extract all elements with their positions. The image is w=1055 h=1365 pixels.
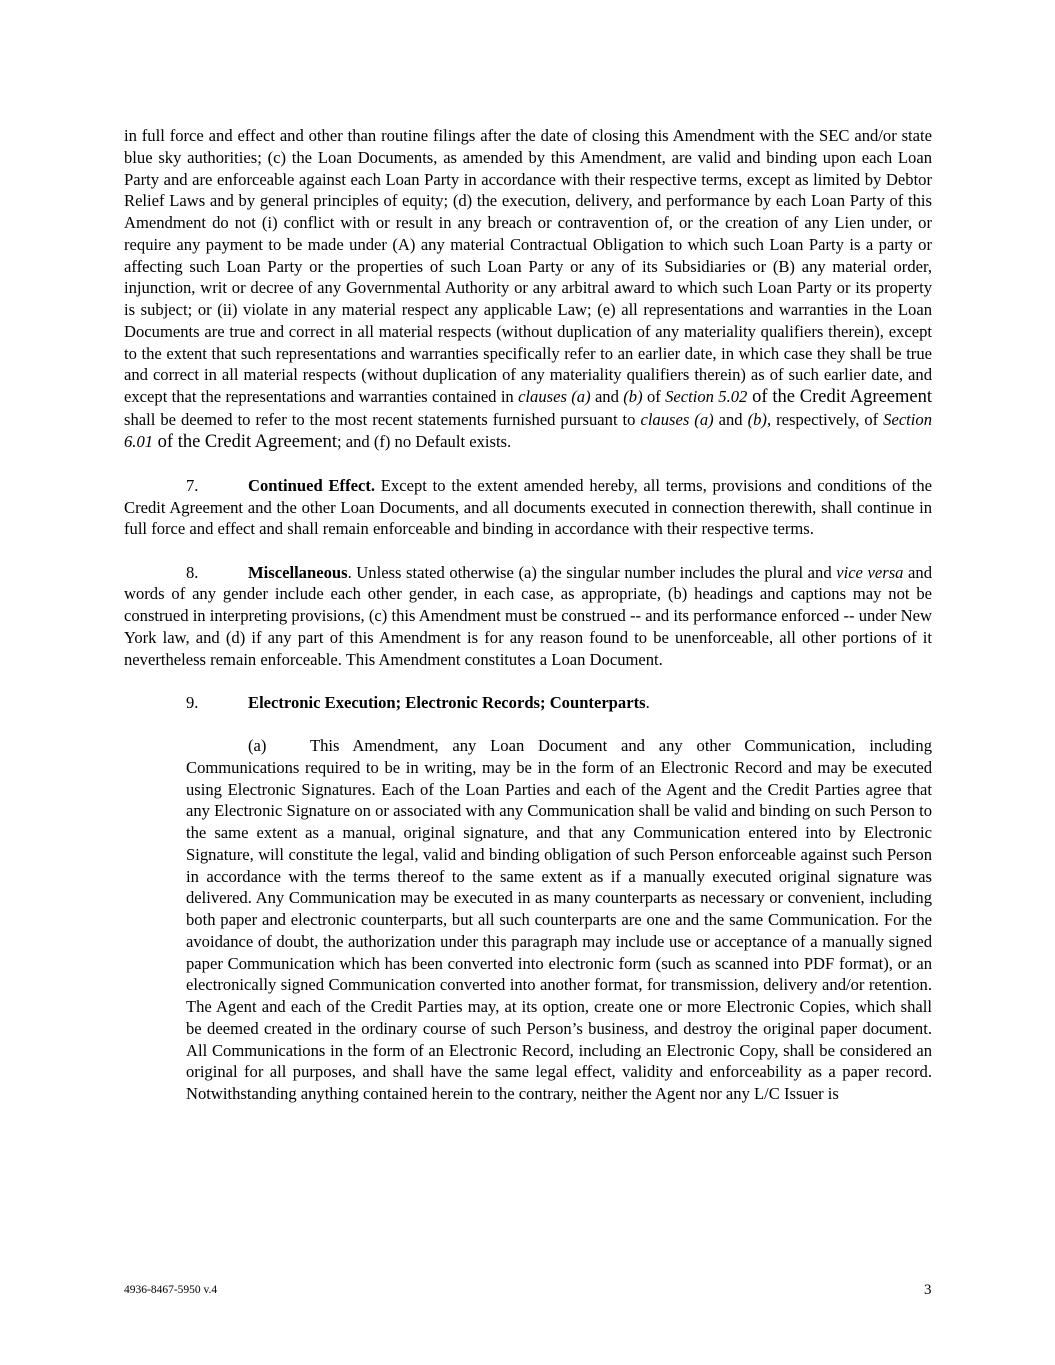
text-run-italic: (b)	[623, 387, 643, 406]
text-run: of	[642, 387, 666, 406]
text-run-italic: clauses (a)	[518, 387, 591, 406]
subsection-label: (a)	[248, 736, 267, 755]
text-run-italic: Section 5.02	[665, 387, 748, 406]
section-heading: Miscellaneous	[248, 562, 348, 582]
text-run: , respectively, of	[766, 409, 884, 429]
section-body: Except to the extent amended hereby, all terms, provisions and conditions of the Credit Agreement and the other Loan Documents, and all documents executed in connection therewith, shall continue in full force and effect and shall remain enforceable and binding in accordance with their respective terms.	[124, 475, 932, 539]
text-run: .	[645, 692, 650, 712]
section-9	[124, 692, 932, 714]
section-number: 7.	[186, 475, 199, 495]
section-8	[124, 562, 932, 671]
section-9a-block	[186, 735, 932, 1105]
document-id: 4936-8467-5950 v.4	[124, 1284, 218, 1296]
section-7	[124, 475, 932, 540]
text-run-large: of the Credit Agreement	[747, 387, 932, 407]
paragraph-continued	[124, 125, 932, 453]
text-run: and words of any gender include each other gender, in each case, as appropriate, (b) headings and captions may not be construed in interpreting provisions, (c) this Amendment must be construed -- and its performance enforced -- under New York law, and (d) if any part of this Amendment is for any reason found to be unenforceable, all other portions of it nevertheless remain enforceable. This Amendment constitutes a Loan Document.	[124, 562, 933, 669]
text-run-italic: Section 6.01	[124, 409, 932, 451]
text-run: shall be deemed to refer to the most recent statements furnished pursuant to	[124, 409, 641, 429]
section-number: 9.	[186, 692, 199, 712]
text-run-large: of the Credit Agreement	[153, 431, 337, 452]
page-number: 3	[924, 1282, 932, 1298]
text-run-italic: clauses (a)	[640, 409, 714, 429]
subsection-body: This Amendment, any Loan Document and any other Communication, including Communications required to be in writing, may be in the form of an Electronic Record and may be executed using Electronic Signatures. Each of the Loan Parties and each of the Agent and the Credit Parties agree that any Electronic Signature on or associated with any Communication shall be valid and binding on such Person to the same extent as a manual, original signature, and that any Communication entered into by Electronic Signature, will constitute the legal, valid and binding obligation of such Person enforceable against such Person in accordance with the terms thereof to the same extent as if a manually executed original signature was delivered. Any Communication may be executed in as many counterparts as necessary or convenient, including both paper and electronic counterparts, but all such counterparts are one and the same Communication. For the avoidance of doubt, the authorization under this paragraph may include use or acceptance of a manually signed paper Communication which has been converted into electronic form (such as scanned into PDF format), or an electronically signed Communication converted into another format, for transmission, delivery and/or retention. The Agent and each of the Credit Parties may, at its option, create one or more Electronic Copies, which shall be deemed created in the ordinary course of such Person’s business, and destroy the original paper document. All Communications in the form of an Electronic Record, including an Electronic Copy, shall be considered an original for all purposes, and shall have the same legal effect, validity and enforceability as a paper record. Notwithstanding anything contained herein to the contrary, neither the Agent nor any L/C Issuer is	[186, 736, 932, 1103]
text-run: in full force and effect and other than routine filings after the date of closing this Amendment with the SEC and/or state blue sky authorities; (c) the Loan Documents, as amended by this Amendment, are valid and binding upon each Loan Party and are enforceable against each Loan Party in accordance with their respective terms, except as limited by Debtor Relief Laws and by general principles of equity; (d) the execution, delivery, and performance by each Loan Party of this Amendment do not (i) conflict with or result in any breach or contravention of, or the creation of any Lien under, or require any payment to be made under (A) any material Contractual Obligation to which such Loan Party is a party or affecting such Loan Party or the properties of such Loan Party or any of its Subsidiaries or (B) any material order, injunction, writ or decree of any Governmental Authority or any arbitral award to which such Loan Party or its property is subject; or (ii) violate in any material respect any applicable Law; (e) all representations and warranties in the Loan Documents are true and correct in all material respects (without duplication of any materiality qualifiers therein), except to the extent that such representations and warranties specifically refer to an earlier date, in which case they shall be true and correct in all material respects (without duplication of any materiality qualifiers therein) as of such earlier date, and except that the representations and warranties contained in	[124, 126, 932, 406]
section-9a	[186, 735, 932, 1105]
section-heading: Electronic Execution; Electronic Records; Counterparts	[248, 692, 646, 712]
text-run: . Unless stated otherwise (a) the singular number includes the plural and	[347, 562, 837, 582]
document-page	[124, 125, 932, 1105]
text-run-italic: (b)	[747, 409, 767, 429]
section-heading: Continued Effect.	[248, 475, 376, 495]
text-run: and	[590, 387, 624, 406]
text-run: and	[713, 409, 748, 429]
text-run: ; and (f) no Default exists.	[336, 431, 512, 451]
section-number: 8.	[186, 562, 199, 582]
text-run-italic: vice versa	[836, 562, 904, 582]
